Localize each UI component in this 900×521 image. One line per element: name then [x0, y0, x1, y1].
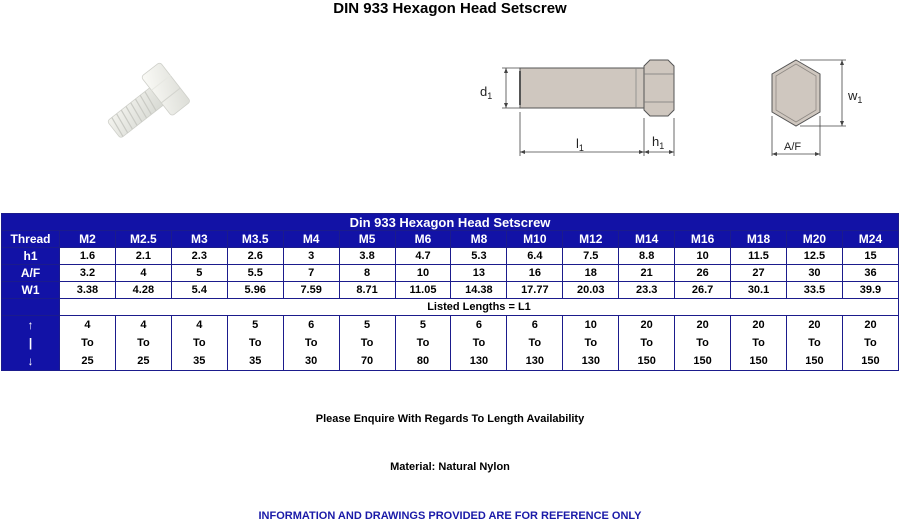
length-range-cell: [171, 316, 227, 371]
thread-size: M14: [619, 231, 675, 248]
length-max: 30: [305, 355, 318, 367]
length-to: To: [192, 337, 206, 349]
thread-size: M12: [563, 231, 619, 248]
length-range-cell: [339, 316, 395, 371]
thread-size: M6: [395, 231, 451, 248]
length-arrow: [2, 316, 60, 371]
length-min: 10: [584, 319, 597, 331]
table-cell: 4: [115, 265, 171, 282]
thread-size: M5: [339, 231, 395, 248]
table-cell: 1.6: [60, 248, 116, 265]
length-min: 4: [84, 319, 91, 331]
length-range-cell: [563, 316, 619, 371]
table-cell: 8.8: [619, 248, 675, 265]
table-title-row: [2, 214, 899, 231]
length-range-cell: [395, 316, 451, 371]
arrow-mid-icon: |: [28, 336, 33, 350]
table-cell: 13: [451, 265, 507, 282]
table-cell: 16: [507, 265, 563, 282]
length-range-row: [2, 316, 899, 371]
table-cell: 2.3: [171, 248, 227, 265]
thread-size: M2: [60, 231, 116, 248]
page-title: DIN 933 Hexagon Head Setscrew: [333, 0, 567, 17]
length-max: 150: [805, 355, 824, 367]
svg-text:A/F: A/F: [784, 141, 802, 153]
length-range-cell: [451, 316, 507, 371]
enquire-note: Please Enquire With Regards To Length Availability: [315, 413, 585, 425]
length-min: 6: [475, 319, 482, 331]
thread-size: M18: [731, 231, 787, 248]
length-to: To: [360, 337, 374, 349]
length-min: 4: [196, 319, 203, 331]
arrow-down-icon: ↓: [27, 354, 34, 368]
table-cell: 7: [283, 265, 339, 282]
table-cell: 5.4: [171, 282, 227, 299]
length-min: 6: [531, 319, 538, 331]
thread-size: M3: [171, 231, 227, 248]
table-cell: 5.96: [227, 282, 283, 299]
length-max: 130: [581, 355, 600, 367]
table-cell: 8: [339, 265, 395, 282]
table-cell: 8.71: [339, 282, 395, 299]
table-cell: 14.38: [451, 282, 507, 299]
table-cell: 12.5: [786, 248, 842, 265]
table-cell: 2.1: [115, 248, 171, 265]
thread-size: M10: [507, 231, 563, 248]
table-title: Din 933 Hexagon Head Setscrew: [2, 214, 899, 231]
table-cell: 17.77: [507, 282, 563, 299]
length-min: 4: [140, 319, 147, 331]
table-cell: 15: [842, 248, 898, 265]
table-cell: 21: [619, 265, 675, 282]
length-to: To: [81, 337, 94, 349]
table-cell: 3: [283, 248, 339, 265]
svg-text:w1: $w_1$: [848, 88, 863, 105]
length-to: To: [808, 337, 821, 349]
product-photo: [88, 52, 198, 152]
table-cell: 33.5: [786, 282, 842, 299]
length-max: 80: [416, 355, 430, 367]
length-to: To: [696, 337, 709, 349]
thread-size: M3.5: [227, 231, 283, 248]
listed-lengths-row: [2, 299, 899, 316]
thread-size: M8: [451, 231, 507, 248]
table-cell: 39.9: [842, 282, 898, 299]
length-min: 6: [308, 319, 315, 331]
length-min: 20: [864, 319, 877, 331]
table-cell: 26.7: [675, 282, 731, 299]
length-min: 5: [419, 319, 427, 331]
table-cell: 11.5: [731, 248, 787, 265]
length-range-cell: [60, 316, 116, 371]
thread-size: M2.5: [115, 231, 171, 248]
front-view-drawing: [756, 56, 874, 160]
specification-table: [1, 213, 899, 371]
length-to: To: [304, 337, 318, 349]
table-cell: 5.5: [227, 265, 283, 282]
thread-size: M24: [842, 231, 898, 248]
table-row: [2, 282, 899, 299]
length-max: 35: [193, 355, 206, 367]
row-label: A/F: [2, 265, 60, 282]
svg-text:d1: $d_1$: [480, 84, 493, 101]
table-cell: 3.8: [339, 248, 395, 265]
length-range-cell: [675, 316, 731, 371]
table-cell: 5: [171, 265, 227, 282]
table-cell: 30: [786, 265, 842, 282]
length-range-cell: [786, 316, 842, 371]
table-cell: 10: [395, 265, 451, 282]
length-min: 5: [364, 319, 371, 331]
svg-text:l1: $l_1$: [576, 136, 584, 153]
table-cell: 26: [675, 265, 731, 282]
length-to: To: [752, 337, 765, 349]
row-label: h1: [2, 248, 60, 265]
table-cell: 10: [675, 248, 731, 265]
length-range-cell: [507, 316, 563, 371]
length-max: 25: [81, 355, 94, 367]
table-cell: 5.3: [451, 248, 507, 265]
row-label: W1: [2, 282, 60, 299]
table-cell: 4.7: [395, 248, 451, 265]
length-to: To: [640, 337, 653, 349]
table-cell: 18: [563, 265, 619, 282]
length-max: 150: [749, 355, 768, 367]
length-to: To: [137, 337, 150, 349]
svg-text:h1: $h_1$: [652, 134, 665, 151]
thread-label: Thread: [2, 231, 60, 248]
table-cell: 7.59: [283, 282, 339, 299]
length-max: 150: [861, 355, 880, 367]
length-to: To: [472, 337, 486, 349]
length-max: 25: [137, 355, 150, 367]
table-cell: 30.1: [731, 282, 787, 299]
listed-lengths-label: Listed Lengths = L1: [60, 299, 899, 316]
length-range-cell: [115, 316, 171, 371]
length-max: 150: [637, 355, 656, 367]
length-to: To: [248, 337, 262, 349]
length-range-cell: [619, 316, 675, 371]
length-min: 20: [640, 319, 653, 331]
table-cell: 2.6: [227, 248, 283, 265]
table-cell: 27: [731, 265, 787, 282]
side-view-drawing: [476, 56, 696, 160]
length-to: To: [864, 337, 877, 349]
length-range-cell: [842, 316, 898, 371]
length-to: To: [528, 337, 542, 349]
table-cell: 6.4: [507, 248, 563, 265]
row-label-empty: [2, 299, 60, 316]
length-max: 150: [693, 355, 712, 367]
length-max: 130: [469, 355, 489, 367]
length-to: To: [416, 337, 430, 349]
length-max: 35: [249, 355, 262, 367]
table-cell: 11.05: [395, 282, 451, 299]
table-row: [2, 248, 899, 265]
length-max: 130: [525, 355, 545, 367]
length-to: To: [584, 337, 598, 349]
thread-size: M4: [283, 231, 339, 248]
table-cell: 36: [842, 265, 898, 282]
table-row: [2, 265, 899, 282]
length-min: 20: [808, 319, 821, 331]
length-min: 20: [752, 319, 765, 331]
reference-disclaimer: INFORMATION AND DRAWINGS PROVIDED ARE FOR REFERENCE ONLY: [258, 510, 642, 521]
table-cell: 3.38: [60, 282, 116, 299]
length-min: 5: [252, 319, 259, 331]
thread-size: M16: [675, 231, 731, 248]
table-cell: 3.2: [60, 265, 116, 282]
length-range-cell: [227, 316, 283, 371]
thread-size: M20: [786, 231, 842, 248]
length-range-cell: [731, 316, 787, 371]
length-min: 20: [696, 319, 709, 331]
material-note: Material: Natural Nylon: [390, 461, 510, 473]
table-cell: 20.03: [563, 282, 619, 299]
length-range-cell: [283, 316, 339, 371]
table-cell: 4.28: [115, 282, 171, 299]
table-cell: 7.5: [563, 248, 619, 265]
length-max: 70: [360, 355, 374, 367]
arrow-up-icon: ↑: [27, 318, 34, 332]
table-cell: 23.3: [619, 282, 675, 299]
thread-header-row: [2, 231, 899, 248]
